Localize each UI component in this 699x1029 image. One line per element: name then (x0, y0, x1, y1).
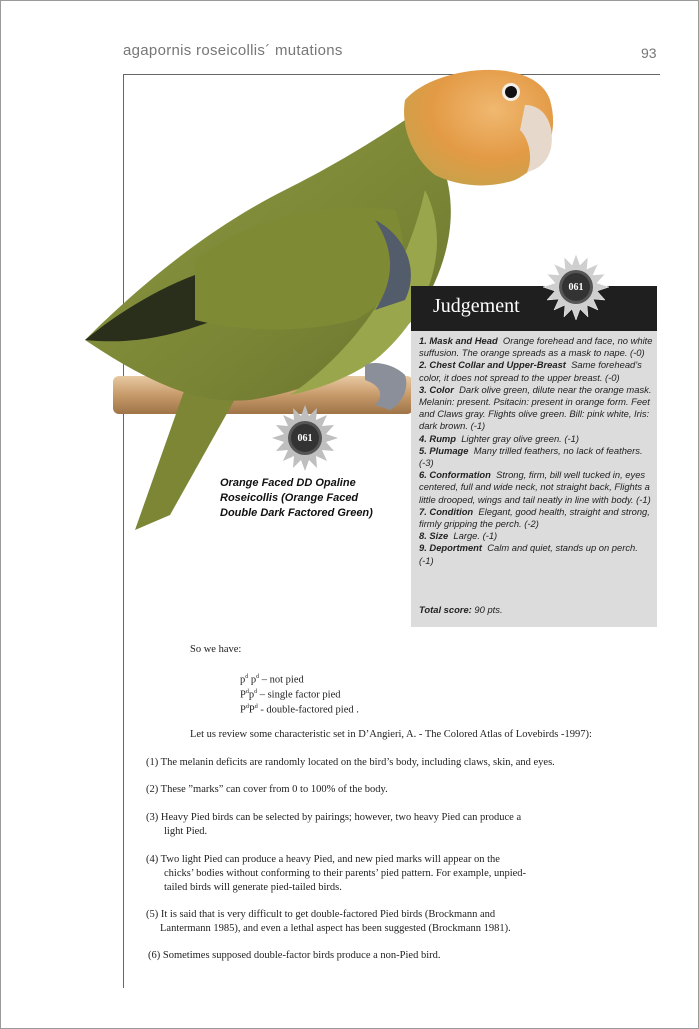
criterion-item: 1. Mask and Head Orange forehead and face, no white suffusion. The orange spreads as a mask to nape. (-0) (419, 335, 653, 359)
seal-number: 061 (568, 281, 584, 293)
caption-line: Orange Faced DD Opaline (220, 477, 356, 489)
point-3: (3) Heavy Pied birds can be selected by pairings; however, two heavy Pied can produce a light Pied. (146, 812, 522, 837)
criterion-item: 7. Condition Elegant, good health, straight and strong, firmly gripping the perch. (-2) (419, 505, 650, 530)
criterion-item: 8. Size Large. (-1) (419, 530, 498, 542)
judgement-criteria (419, 335, 653, 567)
page-number: 93 (641, 45, 657, 61)
criterion-item: 2. Chest Collar and Upper-Breast Same forehead’s color, it does not spread to the upper breast. (-0) (419, 359, 642, 383)
judgement-box (411, 286, 657, 627)
judge-seal-bird (272, 405, 338, 471)
criterion-item: 3. Color Dark olive green, dilute near the orange mask. Melanin: present. Psitacin: present in orange form. Feet and Claws gray. Flights olive green. Bill: pink white, Iris: dark brown. (-1) (419, 383, 652, 432)
criterion-item: 4. Rump Lighter gray olive green. (-1) (419, 432, 579, 444)
genotype-line: $P^dP^d$ - double-factored pied . (240, 704, 359, 716)
point-1: (1) The melanin deficits are randomly located on the bird’s body, including claws, skin, and eyes. (146, 757, 555, 768)
point-5: (5) It is said that is very difficult to get double-factored Pied birds (Brockmann and Lantermann 1985), and even a lethal aspect has been suggested (Brockmann 1981). (146, 909, 511, 934)
genotype-line: $P^dp^d$ – single factor pied (240, 689, 341, 701)
criterion-item: 6. Conformation Strong, firm, bill well tucked in, eyes centered, full and wide neck, not straight back, Flights a little drooped, wings and tail neatly in line with body. (-1) (419, 469, 651, 505)
caption-line: Roseicollis (Orange Faced (220, 492, 359, 504)
figure-caption (220, 476, 400, 521)
intro-text: So we have: (190, 644, 242, 655)
point-6: (6) Sometimes supposed double-factor birds produce a non-Pied bird. (148, 950, 441, 961)
point-2: (2) These ”marks” can cover from 0 to 100% of the body. (146, 784, 388, 795)
seal-number: 061 (297, 432, 313, 444)
review-text: Let us review some characteristic set in D’Angieri, A. - The Colored Atlas of Lovebirds -1997): (190, 729, 592, 740)
point-4: (4) Two light Pied can produce a heavy Pied, and new pied marks will appear on the chicks’ bodies without conforming to their parents’ pied pattern. For example, unpied- tailed birds will generate pied-tailed birds. (146, 854, 527, 893)
caption-line: Double Dark Factored Green) (220, 507, 373, 519)
running-header-title: agapornis roseicollis´ mutations (123, 42, 343, 59)
total-score: Total score: 90 pts. (419, 604, 503, 615)
judgement-header (411, 286, 657, 331)
criterion-item: 5. Plumage Many trilled feathers, no lack of feathers. (-3) (419, 444, 643, 469)
genotype-line: $p^d$ $p^d$ – not pied (240, 674, 304, 686)
criterion-item: 9. Deportment Calm and quiet, stands up on perch. (-1) (419, 542, 638, 566)
judge-seal-header (543, 254, 609, 320)
judgement-title: Judgement (433, 295, 520, 317)
